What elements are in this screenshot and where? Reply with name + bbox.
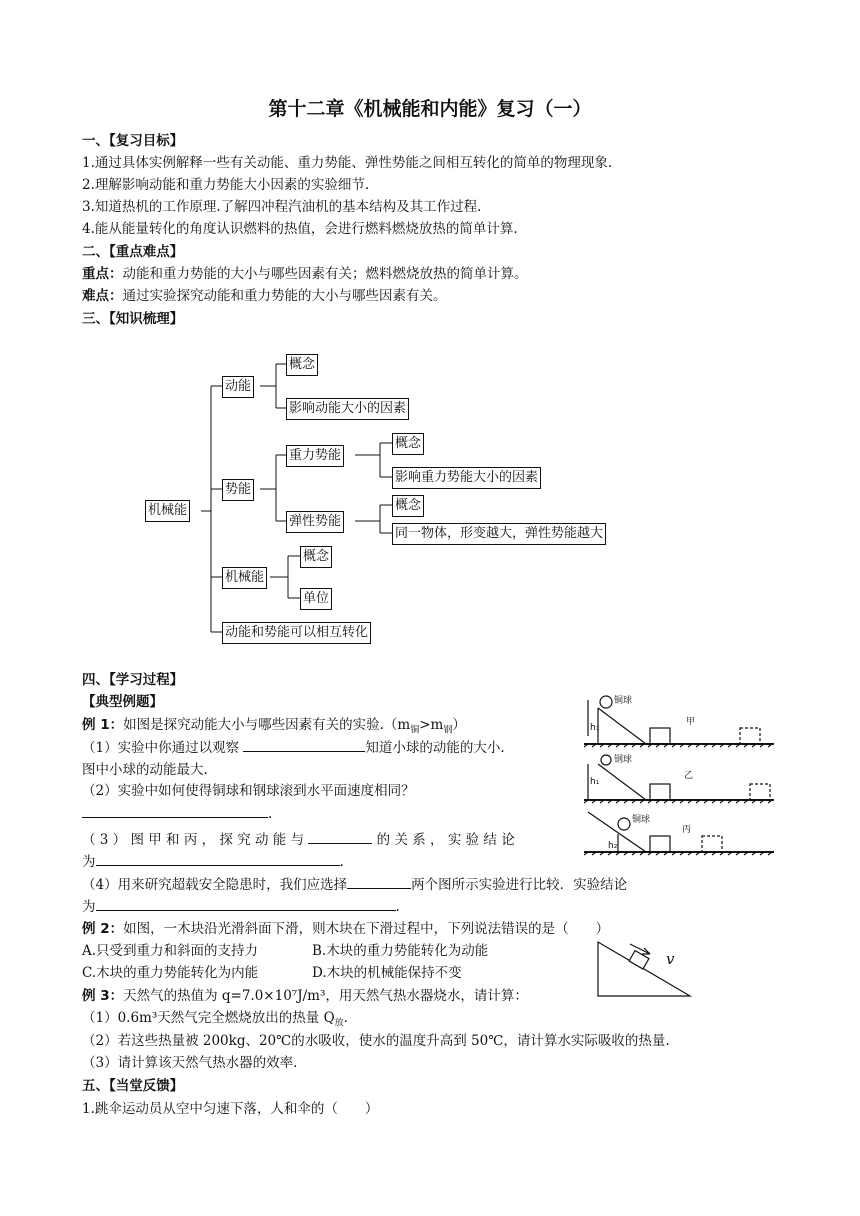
tree-kinetic-concept: 概念 — [286, 354, 318, 376]
example-3-q1: （1）0.6m³天然气完全燃烧放出的热量 $Q_放$. — [82, 1010, 348, 1029]
answer-blank[interactable] — [308, 829, 372, 844]
example-1-q3-cont: 为 . — [82, 851, 344, 872]
example-2-incline-figure — [596, 938, 696, 1000]
section-3-heading: 三、【知识梳理】 — [82, 311, 184, 327]
tree-elastic-concept: 概念 — [392, 495, 424, 517]
answer-blank[interactable] — [82, 803, 268, 818]
fig-height-1: h₁ — [590, 723, 600, 733]
fig-ball-label-1: 铜球 — [614, 696, 633, 706]
answer-blank[interactable] — [96, 851, 340, 866]
example-3-stem: 例 3：天然气的热值为 q=7.0×10⁷J/m³，用天然气热水器烧水，请计算： — [82, 988, 528, 1004]
goal-3: 3.知道热机的工作原理.了解四冲程汽油机的基本结构及其工作过程. — [82, 199, 482, 215]
answer-blank[interactable] — [96, 896, 396, 911]
option-b[interactable]: B.木块的重力势能转化为动能 — [312, 943, 489, 959]
example-2-label: 例 2： — [82, 921, 124, 937]
example-1-label: 例 1： — [82, 717, 124, 733]
tree-mechanical-unit: 单位 — [300, 588, 332, 610]
answer-blank[interactable] — [347, 874, 411, 889]
tree-mechanical-energy: 机械能 — [222, 567, 267, 589]
option-a[interactable]: A.只受到重力和斜面的支持力 — [82, 943, 259, 959]
goal-1: 1.通过具体实例解释一些有关动能、重力势能、弹性势能之间相互转化的简单的物理现象. — [82, 155, 613, 171]
tree-elastic-potential: 弹性势能 — [286, 511, 344, 533]
goal-2: 2.理解影响动能和重力势能大小因素的实验细节. — [82, 177, 370, 193]
example-2-options-cd — [82, 963, 462, 983]
typical-examples-heading: 【典型例题】 — [82, 694, 163, 710]
goal-4: 4.能从能量转化的角度认识燃料的热值，会进行燃料燃烧放热的简单计算. — [82, 221, 518, 237]
example-1-stem: 例 1：如图是探究动能大小与哪些因素有关的实验$.(m_铜>m_钢)$ — [82, 717, 466, 736]
example-1-q2-answer: . — [82, 803, 272, 824]
fig-tag-2: 乙 — [684, 771, 694, 781]
answer-blank[interactable] — [243, 737, 365, 752]
fig-height-3: h₂ — [608, 841, 618, 851]
difficult-point-text: 通过实验探究动能和重力势能的大小与哪些因素有关。 — [122, 288, 447, 304]
tree-root-mechanical-energy: 机械能 — [145, 500, 190, 522]
option-c[interactable]: C.木块的重力势能转化为内能 — [82, 965, 259, 981]
fig-ball-label-2: 钢球 — [614, 755, 633, 765]
tree-gravitational-concept: 概念 — [392, 433, 424, 455]
tree-gravitational-potential: 重力势能 — [286, 445, 344, 467]
tree-potential-energy: 势能 — [222, 479, 254, 501]
example-1-q3: （ 3 ） 图 甲 和 丙 ， 探 究 动 能 与 的 关 系 ， 实 验 结 论 — [82, 829, 515, 850]
tree-energy-conversion: 动能和势能可以相互转化 — [222, 622, 371, 644]
fig-height-2: h₁ — [590, 777, 600, 787]
example-1-q4: （4）用来研究超载安全隐患时，我们应选择 两个图所示实验进行比较．实验结论 — [82, 874, 627, 895]
example-1-q4-cont: 为 . — [82, 896, 400, 917]
option-d[interactable]: D.木块的机械能保持不变 — [312, 965, 462, 981]
example-1-figure — [584, 692, 780, 864]
fig-tag-3: 丙 — [682, 825, 692, 835]
tree-mechanical-concept: 概念 — [300, 546, 332, 568]
velocity-label: v — [666, 950, 675, 968]
page-title: 第十二章《机械能和内能》复习（一） — [268, 98, 592, 120]
example-3-q3: （3）请计算该天然气热水器的效率. — [82, 1055, 298, 1071]
section-4-heading: 四、【学习过程】 — [82, 672, 184, 688]
section-1-heading: 一、【复习目标】 — [82, 133, 184, 149]
tree-kinetic-energy: 动能 — [222, 376, 254, 398]
example-1-q1-cont: 图中小球的动能最大. — [82, 762, 208, 778]
example-3-label: 例 3： — [82, 988, 124, 1004]
tree-gravitational-factors: 影响重力势能大小的因素 — [392, 467, 541, 489]
difficult-point-label: 难点： — [82, 288, 123, 304]
example-3-q2: （2）若这些热量被 200kg、20℃的水吸收，使水的温度升高到 50℃，请计算水实际吸收的热量. — [82, 1033, 670, 1049]
key-point-text: 动能和重力势能的大小与哪些因素有关；燃料燃烧放热的简单计算。 — [122, 266, 528, 282]
example-2-stem: 例 2：如图，一木块沿光滑斜面下滑，则木块在下滑过程中，下列说法错误的是（ ） — [82, 921, 610, 937]
example-1-q1: （1）实验中你通过以观察 知道小球的动能的大小. — [82, 737, 505, 758]
fig-ball-label-3: 铜球 — [632, 815, 651, 825]
key-point-label: 重点： — [82, 266, 123, 282]
example-2-options-ab — [82, 941, 488, 961]
tree-elastic-rule: 同一物体，形变越大，弹性势能越大 — [392, 523, 606, 545]
section-5-heading: 五、【当堂反馈】 — [82, 1078, 184, 1094]
fig-tag-1: 甲 — [686, 717, 696, 727]
section-2-heading: 二、【重点难点】 — [82, 244, 184, 260]
tree-kinetic-factors: 影响动能大小的因素 — [286, 398, 409, 420]
feedback-q1: 1.跳伞运动员从空中匀速下落，人和伞的（ ） — [82, 1101, 379, 1117]
example-1-q2: （2）实验中如何使得铜球和钢球滚到水平面速度相同？ — [82, 783, 415, 799]
